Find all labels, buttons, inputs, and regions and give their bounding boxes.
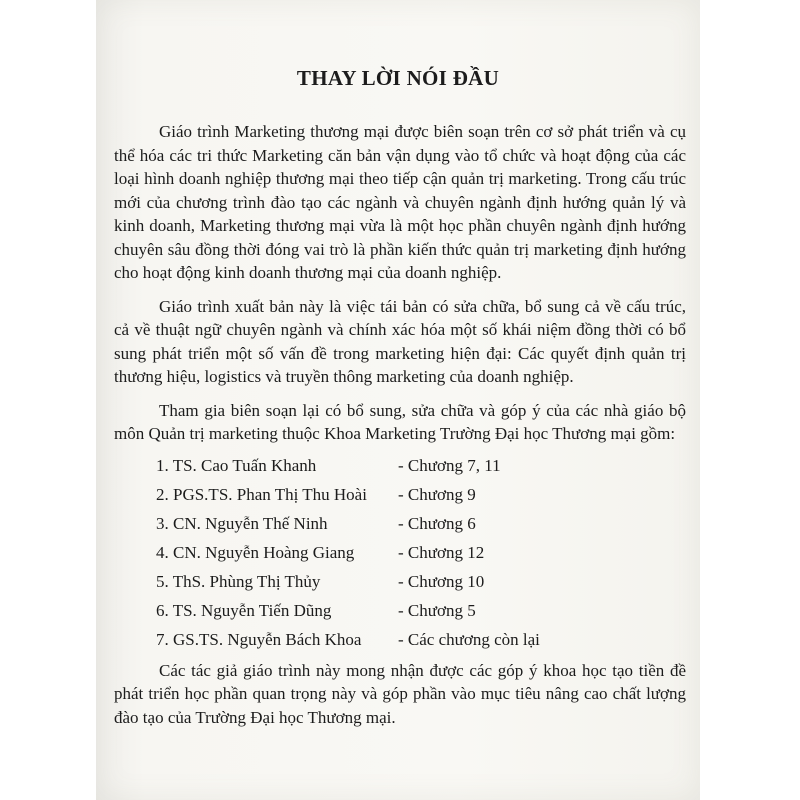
author-name: 1. TS. Cao Tuấn Khanh xyxy=(156,456,317,476)
author-name: 5. ThS. Phùng Thị Thủy xyxy=(156,572,321,592)
list-item xyxy=(156,452,686,481)
author-chapter: - Chương 5 xyxy=(398,601,476,621)
author-name: 2. PGS.TS. Phan Thị Thu Hoài xyxy=(156,485,367,505)
author-list xyxy=(114,452,686,655)
paragraph-contributors: Tham gia biên soạn lại có bổ sung, sửa chữa và góp ý của các nhà giáo bộ môn Quản trị marketing thuộc Khoa Marketing Trường Đại học Thương mại gồm: xyxy=(114,400,686,443)
list-item xyxy=(156,510,686,539)
list-item xyxy=(156,568,686,597)
list-item xyxy=(156,481,686,510)
author-name: 3. CN. Nguyễn Thế Ninh xyxy=(156,514,328,534)
author-name: 6. TS. Nguyễn Tiến Dũng xyxy=(156,601,332,621)
book-page xyxy=(96,0,700,800)
author-chapter: - Chương 10 xyxy=(398,572,485,592)
author-chapter: - Chương 6 xyxy=(398,514,476,534)
list-item xyxy=(156,597,686,626)
author-name: 7. GS.TS. Nguyễn Bách Khoa xyxy=(156,630,362,650)
paragraph-revision: Giáo trình xuất bản này là việc tái bản có sửa chữa, bổ sung cả về cấu trúc, cả về thuật ngữ chuyên ngành và chính xác hóa một số khái niệm đồng thời có bổ sung phát triển một số vấn đề trong marketing hiện đại: Các quyết định quản trị thương hiệu, logistics và truyền thông marketing của doanh nghiệp. xyxy=(114,296,686,386)
list-item xyxy=(156,626,686,655)
author-chapter: - Chương 12 xyxy=(398,543,485,563)
paragraph-closing: Các tác giả giáo trình này mong nhận được các góp ý khoa học tạo tiền đề phát triển học phần quan trọng này và góp phần vào mục tiêu nâng cao chất lượng đào tạo của Trường Đại học Thương mại. xyxy=(114,660,686,727)
author-chapter: - Chương 9 xyxy=(398,485,476,505)
list-item xyxy=(156,539,686,568)
author-chapter: - Chương 7, 11 xyxy=(398,456,501,476)
paragraph-intro: Giáo trình Marketing thương mại được biên soạn trên cơ sở phát triển và cụ thể hóa các tri thức Marketing căn bản vận dụng vào tổ chức và hoạt động của các loại hình doanh nghiệp thương mại theo tiếp cận quản trị marketing. Trong cấu trúc mới của chương trình đào tạo các ngành và chuyên ngành định hướng quản lý và kinh doanh, Marketing thương mại vừa là một học phần chuyên ngành định hướng chuyên sâu đồng thời đóng vai trò là phần kiến thức quản trị marketing định hướng cho hoạt động kinh doanh thương mại của doanh nghiệp. xyxy=(114,122,686,282)
page-body xyxy=(114,120,686,739)
page-title: THAY LỜI NÓI ĐẦU xyxy=(296,66,500,90)
author-chapter: - Các chương còn lại xyxy=(398,630,540,650)
author-name: 4. CN. Nguyễn Hoàng Giang xyxy=(156,543,355,563)
